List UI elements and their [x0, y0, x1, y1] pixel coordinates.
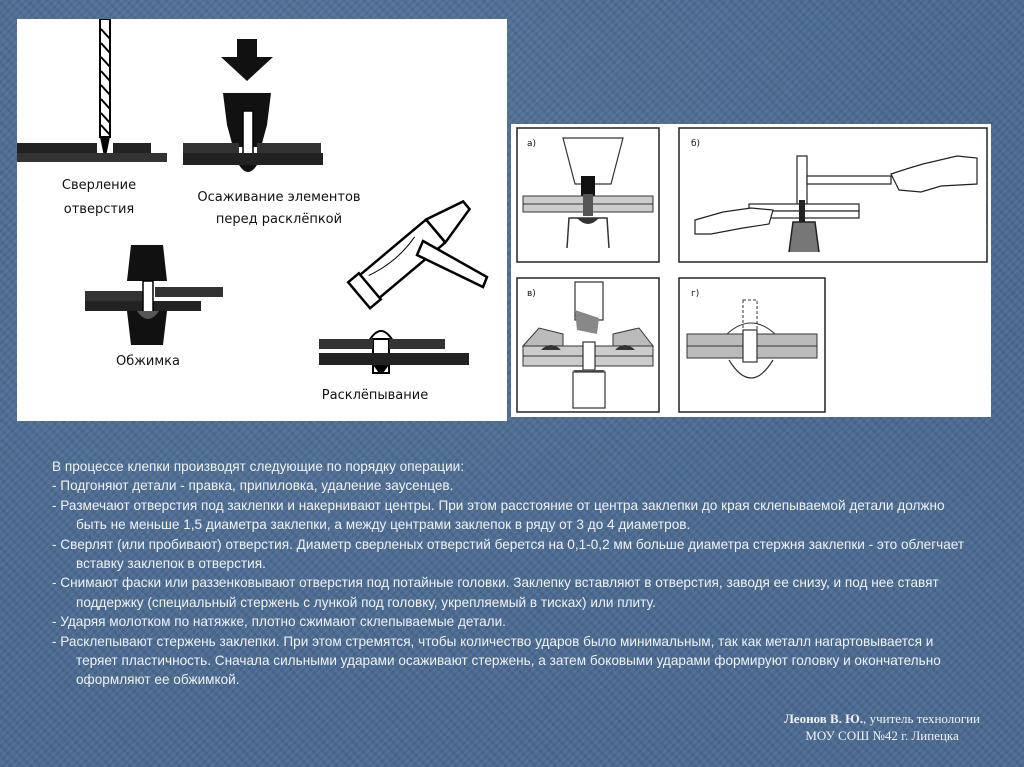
- operation-step-2: - Размечают отверстия под заклепки и накернивают центры. При этом расстояние от центра заклепки до края склепываемой детали должно быть не меньше 1,5 диаметра заклепки, а между центрами заклепок в ряду от 3 до 4 диаметров.: [52, 497, 945, 533]
- author-name: Леонов В. Ю.: [784, 711, 864, 726]
- stage-d-letter: г): [691, 289, 700, 299]
- stage-c-letter: в): [527, 289, 536, 299]
- operation-step-6: - Расклепывают стержень заклепки. При этом стремятся, чтобы количество ударов было минимальным, так как металл нагартовывается и теряет пластичность. Сначала сильными ударами осаживают стержень, а затем боковыми ударами формируют головку и окончательно оформляют ее обжимкой.: [52, 633, 941, 688]
- hammer-illustration: [348, 192, 487, 308]
- operations-intro: В процессе клепки производят следующие по порядку операции:: [52, 459, 465, 474]
- stage-a-panel: [517, 128, 659, 262]
- stage-b-letter: б): [691, 139, 701, 149]
- drilling-label-2: отверстия: [63, 202, 135, 217]
- upsetting-label-2: перед расклёпкой: [215, 212, 343, 227]
- school-name: МОУ СОШ №42 г. Липецка: [805, 728, 959, 743]
- upsetting-label-1: Осаживание элементов: [197, 190, 361, 205]
- riveting-illustration: [319, 331, 469, 373]
- operations-text: [52, 457, 977, 690]
- stage-c-panel: [517, 278, 659, 412]
- author-line: [784, 710, 980, 727]
- stage-a-letter: а): [527, 139, 537, 149]
- author-role: , учитель технологии: [863, 711, 980, 726]
- operation-step-1: - Подгоняют детали - правка, припиловка, удаление заусенцев.: [52, 478, 454, 494]
- drilling-illustration: [17, 19, 167, 162]
- operation-step-4: - Снимают фаски или раззенковывают отверстия под потайные головки. Заклепку вставляют в отверстия, заводя ее снизу, и под нее ставят поддержку (специальный стержень с лункой под головку, укрепляемый в тисках) или плиту.: [52, 575, 939, 610]
- riveting-label: Расклёпывание: [321, 388, 429, 403]
- stage-d-panel: [679, 278, 825, 412]
- rivet-operations-figure: [17, 19, 507, 421]
- rivet-setting-stages-figure: [511, 124, 991, 417]
- crimping-label: Обжимка: [115, 354, 181, 369]
- crimping-illustration: [85, 245, 223, 345]
- operation-step-3: - Сверлят (или пробивают) отверстия. Диаметр сверленых отверстий берется на 0,1-0,2 мм больше диаметра стержня заклепки - это облегчает вставку заклепок в отверстия.: [52, 536, 965, 572]
- author-credit: [784, 710, 980, 744]
- upsetting-illustration: [183, 39, 323, 172]
- operation-step-5: - Ударяя молотком по натяжке, плотно сжимают склепываемые детали.: [52, 614, 506, 630]
- drilling-label-1: Сверление: [61, 178, 137, 193]
- stage-b-panel: [679, 128, 987, 262]
